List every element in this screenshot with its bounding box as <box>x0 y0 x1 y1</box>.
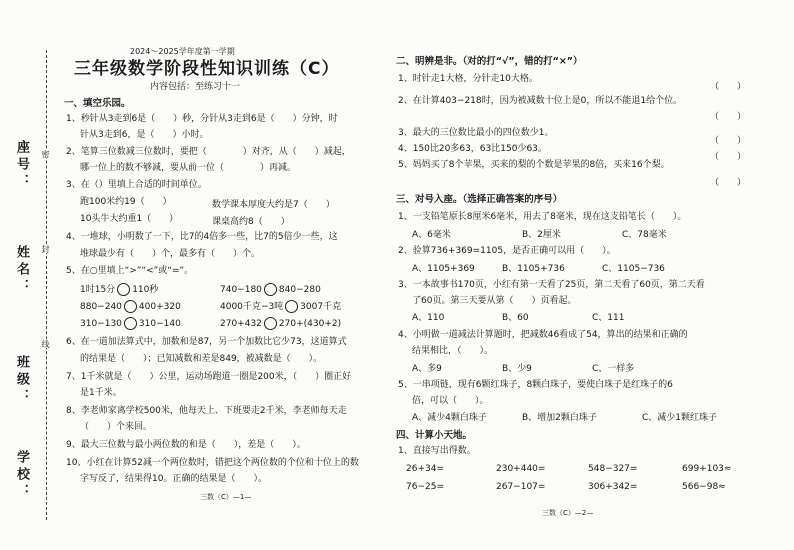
question-text: 9、最大三位数与最小两位数的和是（ ），差是（ ）。 <box>66 440 306 450</box>
section-calculation: 四、计算小天地。 <box>396 430 473 441</box>
section-fill-in: 一、填空乐园。 <box>64 98 131 109</box>
option[interactable]: C、111 <box>592 313 625 323</box>
seal-dashed-line <box>46 50 47 520</box>
compare-item <box>80 317 181 330</box>
question-text: 倍，可以（ ）。 <box>412 396 489 406</box>
calc-expression[interactable]: 26+34= <box>406 464 444 474</box>
compare-circle[interactable] <box>124 300 137 313</box>
question-text: 5、一串项链，现有6颗红珠子，8颗白珠子，要使白珠子是红珠子的6 <box>398 380 673 390</box>
seal-word: 封 <box>41 245 50 253</box>
calc-expression[interactable]: 548−327= <box>588 464 638 474</box>
compare-right: 840−280 <box>278 285 321 295</box>
compare-item <box>80 300 181 313</box>
question-text: 5、妈妈买了8个苹果，买来的梨的个数是苹果的8倍，买来16个梨。 <box>398 160 670 170</box>
option[interactable]: C、78毫米 <box>622 230 667 240</box>
question-text: 10头牛大约重1（ ） <box>80 214 179 224</box>
seat-label: 座号： <box>14 140 29 191</box>
name-label: 姓名： <box>14 245 29 296</box>
school-label: 学校： <box>14 450 29 501</box>
question-text: 7、1千米就是（ ）公里，运动场跑道一圈是200米，（ ）圈正好 <box>66 372 352 382</box>
question-text: 的结果是（ ）；已知减数和差是849，被减数是（ ）。 <box>80 354 323 364</box>
question-text: 4、小明做一道减法计算题时，把减数46看成了54，算出的结果和正确的 <box>398 330 688 340</box>
answer-parens[interactable]: （ ） <box>710 178 747 188</box>
compare-left: 270+432 <box>220 319 262 329</box>
section-multiple-choice: 三、对号入座。（选择正确答案的序号） <box>396 194 563 205</box>
calc-expression[interactable]: 699+103≈ <box>682 464 732 474</box>
question-text: 哪一位上的数不够减，要从前一位（ ）再减。 <box>80 163 297 173</box>
option[interactable]: A、110 <box>412 313 445 323</box>
compare-left: 310−130 <box>80 319 122 329</box>
calc-expression[interactable]: 76−25= <box>406 482 444 492</box>
question-text: 1、一支铅笔原长8厘米6毫米，用去了8毫米，现在这支铅笔长（ ）。 <box>398 212 687 222</box>
answer-parens[interactable]: （ ） <box>710 136 747 146</box>
compare-left: 740−180 <box>220 285 262 295</box>
option[interactable]: C、减少1颗红珠子 <box>642 413 718 423</box>
compare-item <box>220 283 321 296</box>
question-text: 1、秒针从3走到6是（ ）秒，分针从3走到6是（ ）分钟，时 <box>66 114 338 124</box>
calc-expression[interactable]: 230+440= <box>496 464 546 474</box>
answer-parens[interactable]: （ ） <box>710 82 747 92</box>
page-title: 三年级数学阶段性知识训练（C） <box>74 59 340 79</box>
question-text: 是1千米。 <box>80 388 122 398</box>
option[interactable]: A、减少4颗白珠子 <box>412 413 487 423</box>
page-footer: 三数（C）—2— <box>542 509 594 517</box>
content-scope: 内容包括：至练习十一 <box>150 82 241 92</box>
option[interactable]: A、1105+369 <box>412 264 475 274</box>
option[interactable]: B、1105+736 <box>502 264 565 274</box>
question-text: 1、直接写出得数。 <box>398 446 476 456</box>
answer-parens[interactable]: （ ） <box>710 152 747 162</box>
option[interactable]: A、多9 <box>412 364 442 374</box>
seal-word: 线 <box>41 340 50 348</box>
question-text: 了60页。第三天要从第（ ）页看起。 <box>412 296 577 306</box>
compare-circle[interactable] <box>117 283 130 296</box>
compare-item <box>80 283 158 296</box>
option[interactable]: C、一样多 <box>592 364 635 374</box>
question-text: 字写反了，结果得10。正确的结果是（ ）。 <box>80 474 267 484</box>
compare-circle[interactable] <box>124 317 137 330</box>
option[interactable]: B、2厘米 <box>522 230 561 240</box>
question-text: （ ）个来回。 <box>80 422 153 432</box>
compare-item <box>220 300 341 313</box>
option[interactable]: A、6毫米 <box>412 230 451 240</box>
compare-right: 3007千克 <box>300 302 342 312</box>
question-text: 8、李老师家离学校500米，他每天上、下班要走2千米，李老师每天走 <box>66 406 347 416</box>
compare-circle[interactable] <box>264 283 277 296</box>
school-year: 2024～2025学年度第一学期 <box>130 47 235 56</box>
question-text: 5、在○里填上“>”“<”或“=”。 <box>66 266 194 276</box>
question-text: 结果相比，（ ）。 <box>412 346 494 356</box>
compare-right: 270+(430+2) <box>278 319 342 329</box>
compare-circle[interactable] <box>264 317 277 330</box>
question-text: 跑100米约19（ ） <box>80 197 172 207</box>
compare-circle[interactable] <box>285 300 298 313</box>
question-text: 4、一堆球，小明数了一下，比7的4倍多一些，比7的5倍少一些，这 <box>66 232 338 242</box>
compare-left: 880−240 <box>80 302 122 312</box>
question-text: 10、小红在计算52减一个两位数时，错把这个两位数的个位和十位上的数 <box>66 458 359 468</box>
question-text: 课桌高约8（ ） <box>212 217 290 227</box>
seal-word: 密 <box>41 150 50 158</box>
question-text: 3、一本故事书170页，小红有第一天看了25页，第二天看了60页，第二天看 <box>398 280 705 290</box>
binding-margin <box>6 50 58 530</box>
compare-left: 4000千克−3吨 <box>220 302 284 312</box>
question-text: 3、在（）里填上合适的时间单位。 <box>66 180 207 190</box>
question-text: 6、在一道加法算式中，加数和是87，另一个加数比它少73，这道算式 <box>66 337 347 347</box>
question-text: 3、最大的三位数比最小的四位数少1。 <box>398 128 554 138</box>
compare-right: 110秒 <box>132 285 159 295</box>
calc-expression[interactable]: 306+342= <box>588 482 638 492</box>
calc-expression[interactable]: 267−107= <box>496 482 546 492</box>
option[interactable]: B、增加2颗白珠子 <box>522 413 597 423</box>
question-text: 2、验算736+369=1105，是否正确可以用（ ）。 <box>398 246 616 256</box>
question-text: 数学课本厚度大约是7（ ） <box>212 200 335 210</box>
compare-item <box>220 317 341 330</box>
compare-right: 310−140 <box>138 319 181 329</box>
question-text: 2、笔算三位数减三位数时，要把（ ）对齐，从（ ）减起， <box>66 147 351 157</box>
option[interactable]: B、少9 <box>502 364 532 374</box>
calc-expression[interactable]: 566−98≈ <box>682 482 726 492</box>
question-text: 1、时针走1大格，分针走10大格。 <box>398 74 538 84</box>
question-text: 4、150比20多63，63比150少63。 <box>398 144 547 154</box>
option[interactable]: C、1105−736 <box>602 264 665 274</box>
option[interactable]: B、60 <box>502 313 529 323</box>
question-text: 2、在计算403−218时，因为被减数十位上是0，所以不能退1给个位。 <box>398 96 683 106</box>
section-true-false: 二、明辨是非。（对的打“√”，错的打“×”） <box>396 56 583 67</box>
compare-right: 400+320 <box>138 302 181 312</box>
class-label: 班级： <box>14 355 29 406</box>
question-text: 堆球最少有（ ）个，最多有（ ）个。 <box>80 249 261 259</box>
answer-parens[interactable]: （ ） <box>710 112 747 122</box>
page-footer: 三数（C）—1— <box>200 493 252 501</box>
question-text: 针从3走到6，是（ ）小时。 <box>80 130 209 140</box>
compare-left: 1时15分 <box>80 285 116 295</box>
